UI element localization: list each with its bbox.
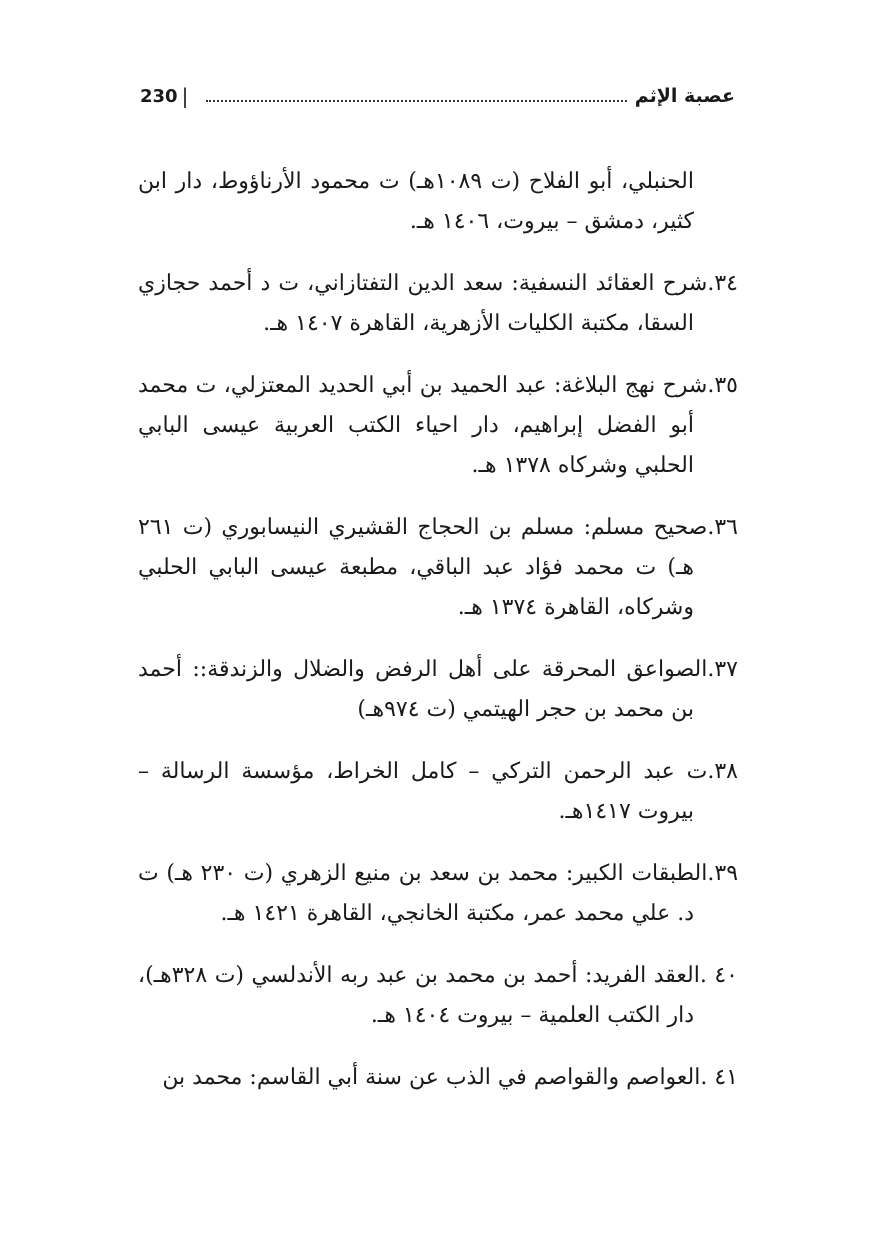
entry-text: ت عبد الرحمن التركي – كامل الخراط، مؤسسة الرسالة – بيروت ١٤١٧هـ. xyxy=(138,759,708,824)
entry-text: شرح نهج البلاغة: عبد الحميد بن أبي الحديد المعتزلي، ت محمد أبو الفضل إبراهيم، دار احياء الكتب العربية عيسى البابي الحلبي وشركاه ١٣٧٨ هـ. xyxy=(138,373,708,478)
entry-number: ٣٨. xyxy=(707,759,738,784)
entry-number: ٤١ . xyxy=(700,1065,738,1090)
bibliography-list xyxy=(138,140,738,1113)
entry-text: الحنبلي، أبو الفلاح (ت ١٠٨٩هـ) ت محمود الأرناؤوط، دار ابن كثير، دمشق – بيروت، ١٤٠٦ هـ. xyxy=(138,169,694,234)
running-title: عصبة الإثم xyxy=(634,85,735,107)
bibliography-entry-continued xyxy=(138,162,738,242)
header-dot-leader xyxy=(206,100,626,102)
bibliography-entry-38 xyxy=(138,752,738,832)
entry-number: ٤٠ . xyxy=(699,963,738,988)
running-header xyxy=(140,80,735,112)
bibliography-entry-39 xyxy=(138,854,738,934)
entry-number: ٣٤. xyxy=(707,271,738,296)
entry-text: الطبقات الكبير: محمد بن سعد بن منيع الزهري (ت ٢٣٠ هـ) ت د. علي محمد عمر، مكتبة الخانجي، القاهرة ١٤٢١ هـ. xyxy=(138,861,708,926)
bibliography-entry-35 xyxy=(138,366,738,486)
entry-number: ٣٩. xyxy=(707,861,739,886)
page-number: 230 xyxy=(140,85,178,107)
bibliography-entry-37 xyxy=(138,650,738,730)
entry-text: صحيح مسلم: مسلم بن الحجاج القشيري النيسابوري (ت ٢٦١ هـ) ت محمد فؤاد عبد الباقي، مطبعة عيسى البابي الحلبي وشركاه، القاهرة ١٣٧٤ هـ. xyxy=(138,515,708,620)
bibliography-entry-36 xyxy=(138,508,738,628)
entry-number: ٣٥. xyxy=(707,373,738,398)
entry-number: ٣٧. xyxy=(707,657,738,682)
entry-text: الصواعق المحرقة على أهل الرفض والضلال والزندقة:: أحمد بن محمد بن حجر الهيتمي (ت ٩٧٤هـ) xyxy=(138,657,708,722)
header-separator: | xyxy=(181,84,189,108)
entry-number: ٣٦. xyxy=(707,515,738,540)
bibliography-entry-40 xyxy=(138,956,738,1036)
bibliography-entry-41 xyxy=(138,1058,738,1098)
entry-text: العقد الفريد: أحمد بن محمد بن عبد ربه الأندلسي (ت ٣٢٨هـ)، دار الكتب العلمية – بيروت ١٤٠٤ هـ. xyxy=(138,963,700,1028)
entry-text: شرح العقائد النسفية: سعد الدين التفتازاني، ت د أحمد حجازي السقا، مكتبة الكليات الأزهرية، القاهرة ١٤٠٧ هـ. xyxy=(138,271,708,336)
bibliography-entry-34 xyxy=(138,264,738,344)
entry-text: العواصم والقواصم في الذب عن سنة أبي القاسم: محمد بن xyxy=(162,1065,701,1090)
